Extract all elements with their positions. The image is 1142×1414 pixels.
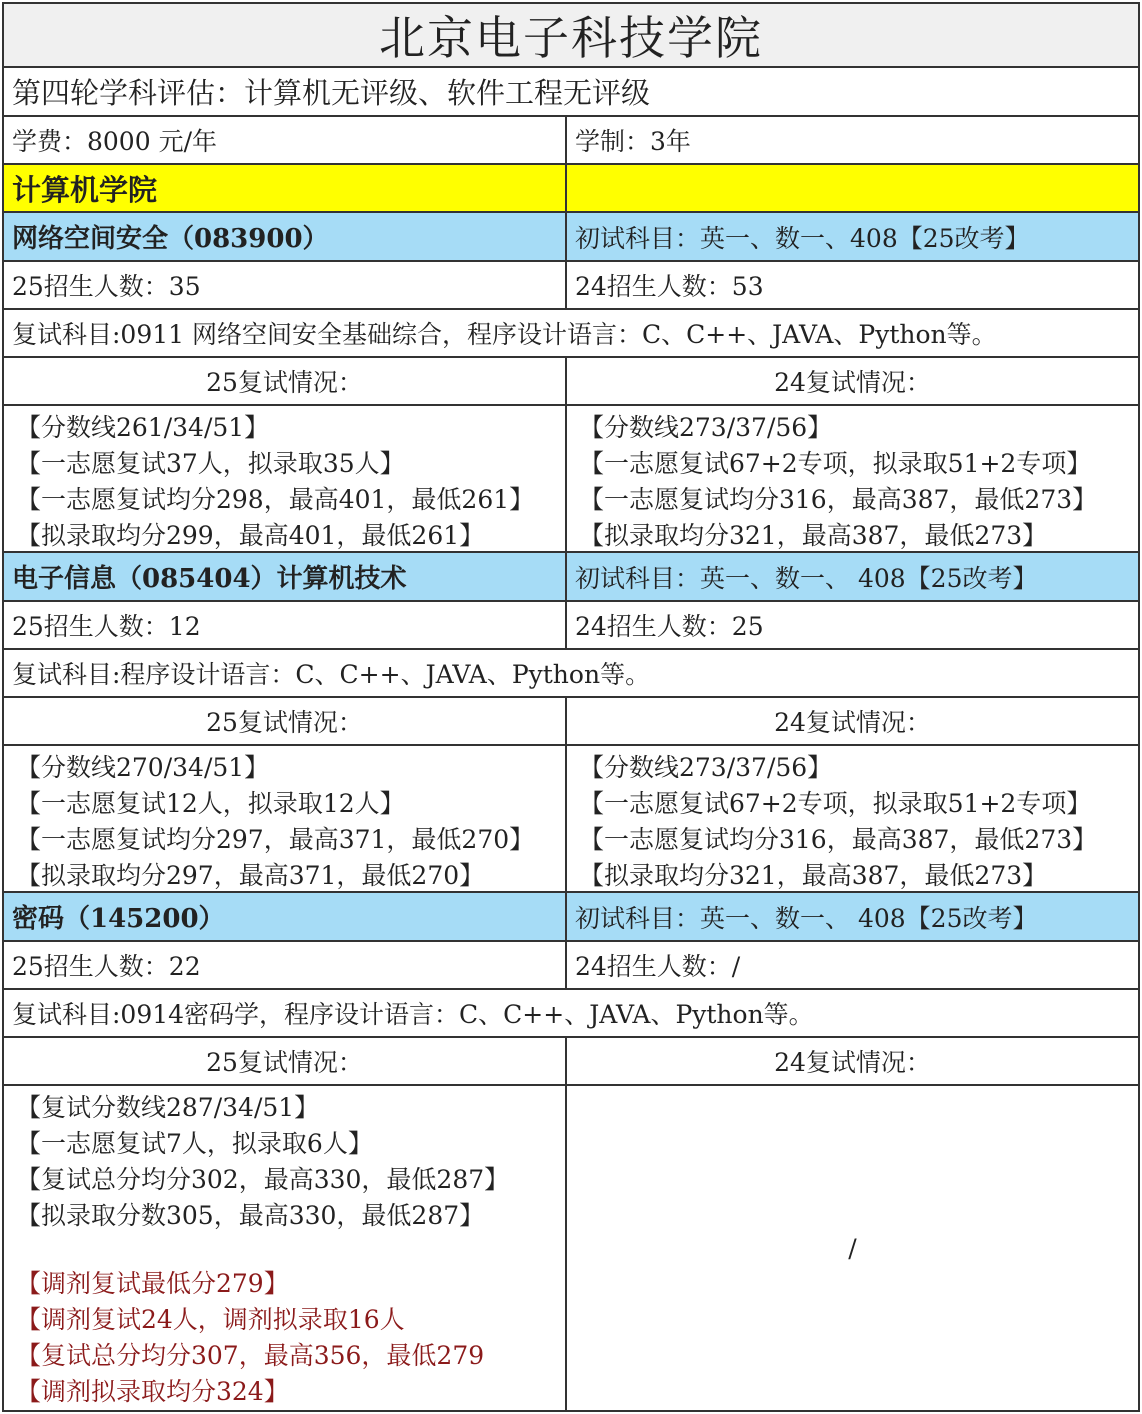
retest-header-25: 25复试情况： — [4, 1038, 567, 1084]
retest-header-row — [4, 698, 1138, 746]
retest-header-24: 24复试情况： — [774, 708, 931, 737]
empty-value: / — [848, 1233, 857, 1263]
retest-detail-row — [4, 406, 1138, 553]
major-header-row — [4, 553, 1138, 602]
detail-line: 【分数线261/34/51】 — [16, 413, 270, 442]
detail-line: 【一志愿复试均分298，最高401，最低261】 — [16, 485, 535, 514]
detail-line: 【拟录取均分321，最高387，最低273】 — [579, 521, 1048, 550]
detail-line: 【一志愿复试均分297，最高371，最低270】 — [16, 825, 535, 854]
major-header-row — [4, 893, 1138, 942]
detail-line: 【拟录取均分299，最高401，最低261】 — [16, 521, 485, 550]
detail-line: 【分数线270/34/51】 — [16, 753, 270, 782]
detail-line: 【拟录取均分297，最高371，最低270】 — [16, 861, 485, 890]
enroll-25: 25招生人数：35 — [4, 262, 567, 308]
enrollment-row — [4, 602, 1138, 650]
adjust-line: 【调剂复试24人，调剂拟录取16人 — [16, 1305, 405, 1334]
enroll-24: 24招生人数：53 — [575, 272, 764, 301]
detail-line: 【分数线273/37/56】 — [579, 753, 833, 782]
retest-subjects-row — [4, 990, 1138, 1038]
exam-subjects: 初试科目：英一、数一、408【25改考】 — [567, 213, 1138, 260]
retest-subjects: 复试科目:0911 网络空间安全基础综合，程序设计语言：C、C++、JAVA、Python等。 — [12, 320, 997, 349]
score-sheet — [2, 2, 1140, 1412]
retest-subjects-row — [4, 310, 1138, 358]
detail-line: 【一志愿复试67+2专项，拟录取51+2专项】 — [579, 789, 1092, 818]
detail-line: 【一志愿复试67+2专项，拟录取51+2专项】 — [579, 449, 1092, 478]
major-name: 网络空间安全（083900） — [4, 213, 567, 260]
enroll-25: 25招生人数：12 — [4, 602, 567, 648]
detail-line: 【一志愿复试7人，拟录取6人】 — [16, 1129, 373, 1158]
page-title: 北京电子科技学院 — [4, 4, 1138, 66]
retest-header-row — [4, 1038, 1138, 1086]
retest-subjects: 复试科目:0914密码学，程序设计语言：C、C++、JAVA、Python等。 — [12, 1000, 814, 1029]
detail-line: 【一志愿复试37人，拟录取35人】 — [16, 449, 405, 478]
duration-text: 学制：3年 — [575, 127, 691, 156]
retest-detail-row — [4, 1086, 1138, 1410]
retest-detail-24 — [567, 406, 1138, 551]
detail-line: 【一志愿复试12人，拟录取12人】 — [16, 789, 405, 818]
enroll-24: 24招生人数：/ — [575, 952, 741, 981]
retest-header-25: 25复试情况： — [4, 698, 567, 744]
retest-detail-row — [4, 746, 1138, 893]
exam-subjects: 初试科目：英一、数一、 408【25改考】 — [567, 893, 1138, 940]
adjust-line: 【复试总分均分307，最高356，最低279 — [16, 1341, 485, 1370]
detail-line: 【拟录取分数305，最高330，最低287】 — [16, 1201, 485, 1230]
detail-line: 【一志愿复试均分316，最高387，最低273】 — [579, 485, 1098, 514]
title-row — [4, 4, 1138, 68]
retest-header-25: 25复试情况： — [4, 358, 567, 404]
retest-detail-25 — [4, 1086, 567, 1410]
detail-line: 【拟录取均分321，最高387，最低273】 — [579, 861, 1048, 890]
retest-header-24: 24复试情况： — [774, 1048, 931, 1077]
enroll-24: 24招生人数：25 — [575, 612, 764, 641]
retest-header-24: 24复试情况： — [774, 368, 931, 397]
retest-detail-25 — [4, 406, 567, 551]
enrollment-row — [4, 942, 1138, 990]
adjust-line: 【调剂复试最低分279】 — [16, 1269, 289, 1298]
major-header-row — [4, 213, 1138, 262]
enroll-25: 25招生人数：22 — [4, 942, 567, 988]
retest-subjects: 复试科目:程序设计语言：C、C++、JAVA、Python等。 — [12, 660, 651, 689]
retest-detail-24 — [567, 1086, 1138, 1410]
detail-line: 【复试分数线287/34/51】 — [16, 1093, 320, 1122]
evaluation-text: 第四轮学科评估：计算机无评级、软件工程无评级 — [12, 76, 651, 110]
college-name: 计算机学院 — [4, 165, 567, 211]
detail-line: 【分数线273/37/56】 — [579, 413, 833, 442]
retest-detail-24 — [567, 746, 1138, 891]
retest-subjects-row — [4, 650, 1138, 698]
exam-subjects: 初试科目：英一、数一、 408【25改考】 — [567, 553, 1138, 600]
detail-line: 【一志愿复试均分316，最高387，最低273】 — [579, 825, 1098, 854]
major-name: 密码（145200） — [4, 893, 567, 940]
evaluation-row — [4, 68, 1138, 117]
adjust-line: 【调剂拟录取均分324】 — [16, 1377, 289, 1406]
college-row — [4, 165, 1138, 213]
tuition-text: 学费：8000 元/年 — [4, 117, 567, 163]
retest-header-row — [4, 358, 1138, 406]
major-name: 电子信息（085404）计算机技术 — [4, 553, 567, 600]
retest-detail-25 — [4, 746, 567, 891]
detail-line: 【复试总分均分302，最高330，最低287】 — [16, 1165, 510, 1194]
college-filler — [567, 165, 1138, 211]
tuition-row — [4, 117, 1138, 165]
enrollment-row — [4, 262, 1138, 310]
